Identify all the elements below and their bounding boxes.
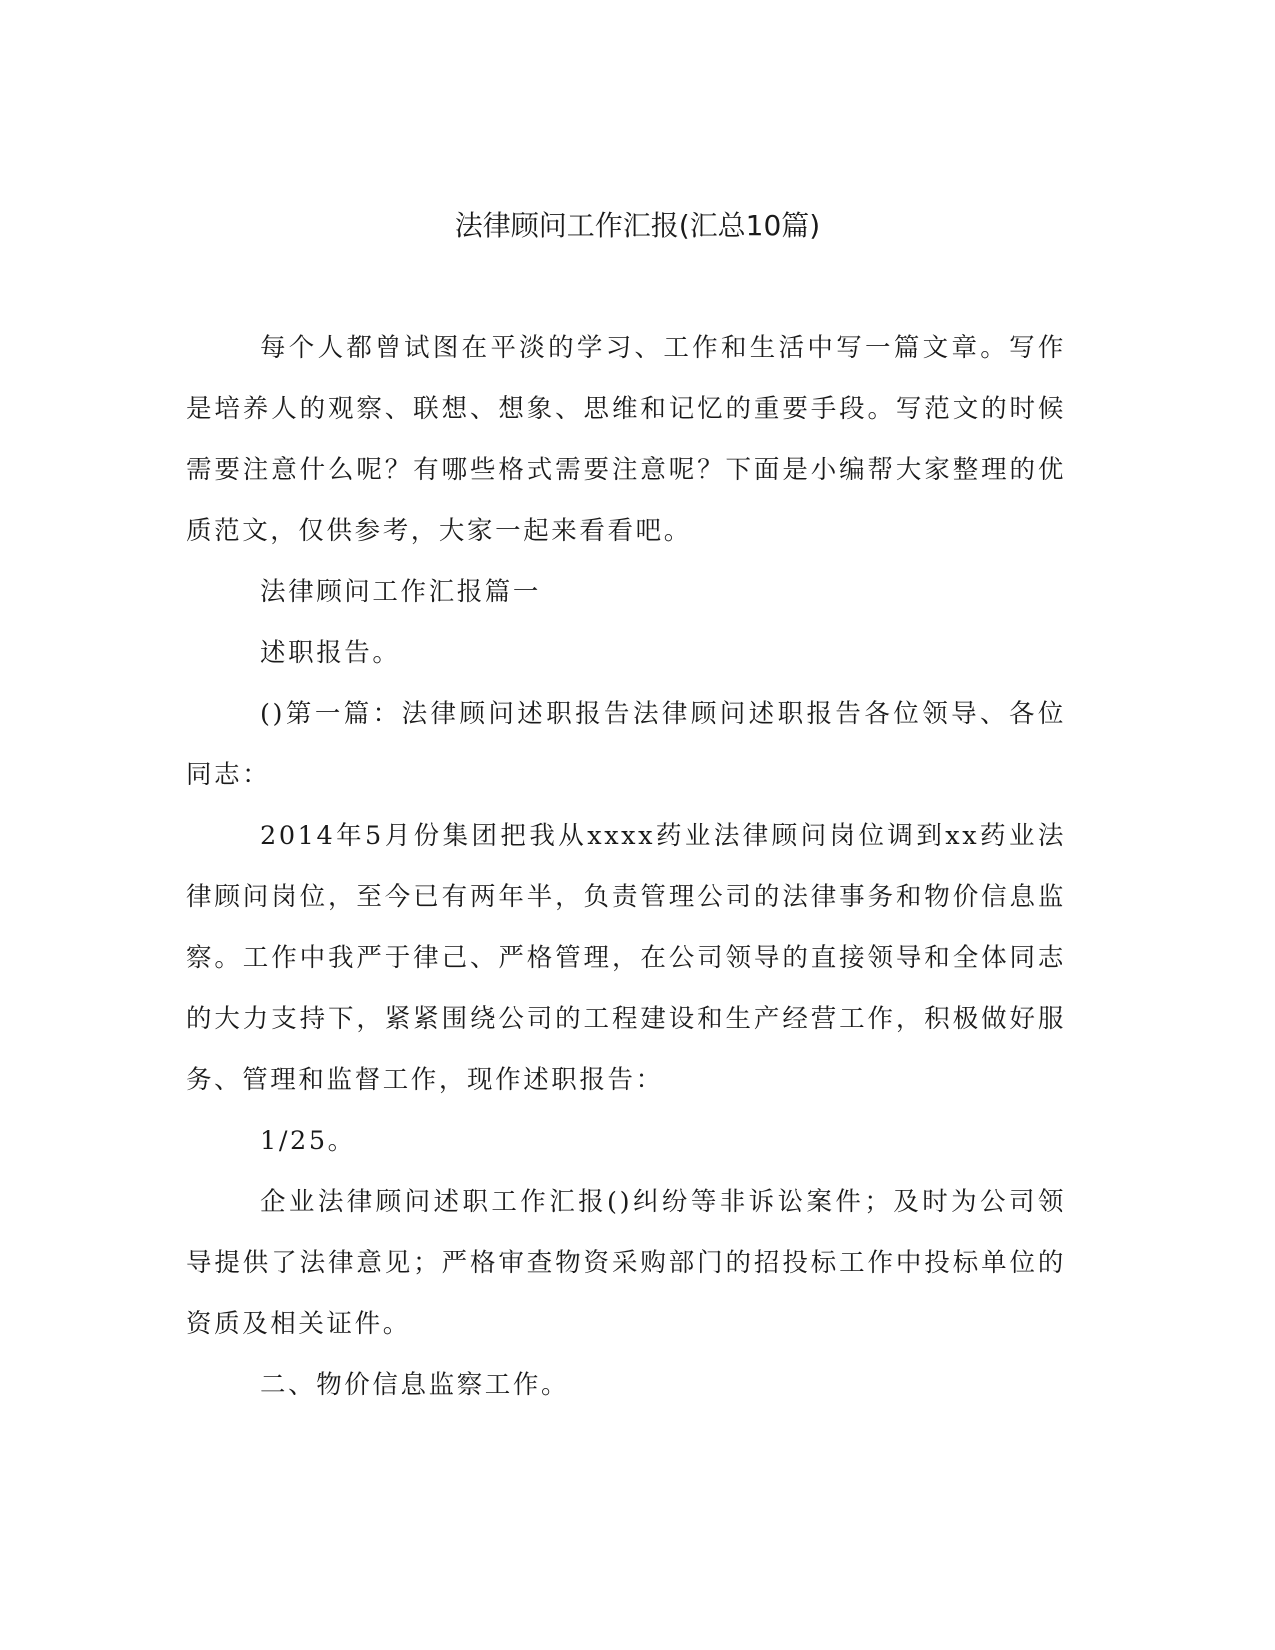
paragraph-greeting: ()第一篇：法律顾问述职报告法律顾问述职报告各位领导、各位同志： (186, 699, 1066, 790)
paragraph-legal-work: 企业法律顾问述职工作汇报()纠纷等非诉讼案件；及时为公司领导提供了法律意见；严格审查物资采购部门的招投标工作中投标单位的资质及相关证件。 (186, 1187, 1066, 1339)
paragraph-intro: 每个人都曾试图在平淡的学习、工作和生活中写一篇文章。写作是培养人的观察、联想、想象、思维和记忆的重要手段。写范文的时候需要注意什么呢？有哪些格式需要注意呢？下面是小编帮大家整理的优质范文，仅供参考，大家一起来看看吧。 (186, 333, 1066, 546)
paragraph-price-monitoring: 二、物价信息监察工作。 (260, 1370, 570, 1400)
document-body (186, 318, 1066, 1416)
paragraph-section-heading: 法律顾问工作汇报篇一 (260, 577, 542, 607)
document-title: 法律顾问工作汇报(汇总10篇) (454, 209, 821, 242)
paragraph-report-body: 2014年5月份集团把我从xxxx药业法律顾问岗位调到xx药业法律顾问岗位，至今已有两年半，负责管理公司的法律事务和物价信息监察。工作中我严于律己、严格管理，在公司领导的直接领导和全体同志的大力支持下，紧紧围绕公司的工程建设和生产经营工作，积极做好服务、管理和监督工作，现作述职报告： (186, 821, 1066, 1095)
paragraph-page-marker: 1/25。 (260, 1126, 356, 1156)
paragraph-report-label: 述职报告。 (260, 638, 401, 668)
